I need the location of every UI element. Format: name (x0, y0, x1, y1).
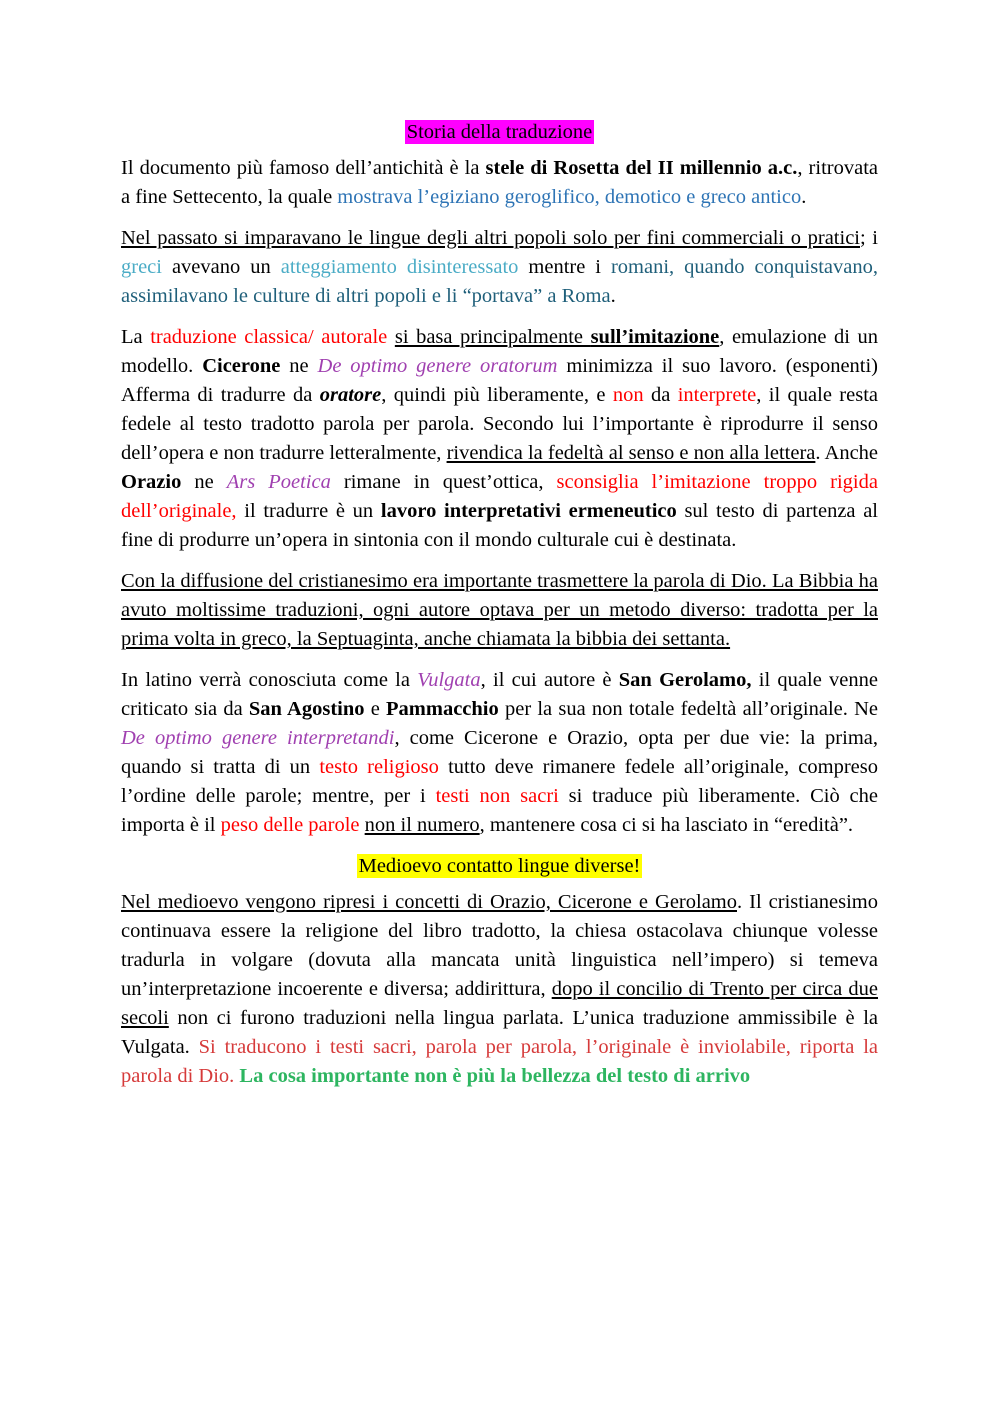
text-run: rimane in quest’ottica, (330, 471, 557, 493)
text-run: ; i (860, 227, 878, 249)
underlined-text: rivendica la fedeltà al senso e non alla lettera (446, 442, 816, 464)
text-run: non ci furono traduzioni nella lingua parlata. L’unica traduzione ammissibile è la Vulgata. (121, 1007, 878, 1058)
colored-text: greci (121, 256, 162, 278)
bold-text: lavoro interpretativi ermeneutico (380, 500, 677, 522)
bold-colored-text: La cosa importante non è più la bellezza del testo di arrivo (239, 1065, 751, 1087)
bold-text: Cicerone (202, 355, 281, 377)
paragraph-vulgata (121, 666, 878, 840)
paragraph-past (121, 224, 878, 311)
underlined-text: si basa principalmente (394, 326, 591, 348)
text-run: , quindi più liberamente, e (381, 384, 613, 406)
text-run: si traduce più liberamente. Ciò che importa è il (121, 785, 878, 836)
text-run: , mantenere cosa ci si ha lasciato in “eredità”. (479, 814, 854, 836)
text-run: minimizza il suo lavoro. (esponenti) Afferma di tradurre da (121, 355, 879, 406)
document-title (121, 118, 878, 147)
section-subtitle (121, 852, 878, 881)
text-run: sul testo di partenza al fine di produrre un’opera in sintonia con il mondo culturale cui è destinata. (121, 500, 878, 551)
underlined-text: Nel medioevo vengono ripresi i concetti di Orazio, Cicerone e Gerolamo (121, 891, 737, 913)
bold-text: San Gerolamo, (618, 669, 752, 691)
colored-text: peso delle parole (220, 814, 360, 836)
text-run: In latino verrà conosciuta come la (121, 669, 418, 691)
text-run: , come Cicerone e Orazio, opta per due vie: la prima, quando si tratta di un (121, 727, 878, 778)
text-run: il tradurre è un (236, 500, 381, 522)
paragraph-rosetta (121, 154, 878, 212)
text-run: , emulazione di un modello. (121, 326, 878, 377)
text-run: La (121, 326, 151, 348)
colored-text: sconsiglia l’imitazione troppo rigida dell’originale, (121, 471, 878, 522)
bold-text: stele di Rosetta del II millennio a.c. (485, 157, 798, 179)
colored-text: non (612, 384, 644, 406)
work-title: De optimo genere interpretandi (121, 727, 395, 749)
text-run: ne (280, 355, 318, 377)
text-run: ne (181, 471, 227, 493)
text-run: , il quale resta fedele al testo tradotto parola per parola. Secondo lui l’importante è riprodurre il senso dell’opera e non tradurre letteralmente, (121, 384, 878, 464)
subtitle-text: Medioevo contatto lingue diverse! (358, 855, 641, 877)
bold-underlined-text: sull’imitazione (590, 326, 720, 348)
document-page (121, 118, 878, 1103)
text-run: . (801, 186, 807, 208)
work-title: Vulgata (417, 669, 481, 691)
text-run: per la sua non totale fedeltà all’originale. Ne (498, 698, 878, 720)
colored-text: testi non sacri (435, 785, 559, 807)
text-run: . Il cristianesimo continuava essere la religione del libro tradotto, la chiesa ostacolava chiunque volesse tradurla in volgare (dovuta alla mancata unità linguistica nell’impero) si temeva un’interpretazione incoerente e diversa; addirittura, (121, 891, 878, 1000)
text-run: da (643, 384, 678, 406)
text-run: tutto deve rimanere fedele all’originale, compreso l’ordine delle parole; mentre, per i (121, 756, 878, 807)
text-run (387, 326, 395, 348)
colored-text: romani, quando conquistavano, assimilavano le culture di altri popoli e li “portava” a Roma (121, 256, 879, 307)
text-run: , ritrovata a fine Settecento, la quale (121, 157, 878, 208)
text-run: . Anche (815, 442, 879, 464)
text-run: e (364, 698, 387, 720)
paragraph-classical-translation (121, 323, 878, 555)
colored-text: Si traducono i testi sacri, parola per parola, l’originale è inviolabile, riporta la parola di Dio. (121, 1036, 878, 1087)
underlined-text: dopo il concilio di Trento per circa due secoli (121, 978, 878, 1029)
text-run: . (610, 285, 616, 307)
work-title: Ars Poetica (226, 471, 331, 493)
colored-text: interprete (677, 384, 757, 406)
text-run: avevano un (161, 256, 281, 278)
colored-text: atteggiamento disinteressato (280, 256, 519, 278)
work-title: De optimo genere oratorum (317, 355, 558, 377)
text-run: mentre i (518, 256, 611, 278)
text-run: il quale venne criticato sia da (121, 669, 879, 720)
bold-text: Pammacchio (386, 698, 499, 720)
colored-text: traduzione classica/ autorale (150, 326, 388, 348)
paragraph-christianity (121, 567, 878, 654)
underlined-text: Nel passato si imparavano le lingue degli altri popoli solo per fini commerciali o pratici (121, 227, 860, 249)
colored-text: testo religioso (319, 756, 439, 778)
underlined-text: Con la diffusione del cristianesimo era importante trasmettere la parola di Dio. La Bibbia ha avuto moltissime traduzioni, ogni autore optava per un metodo diverso: tradotta per la prima volta in greco, la Septuaginta, anche chiamata la bibbia dei settanta. (121, 570, 878, 650)
bold-text: Orazio (121, 471, 182, 493)
bold-text: San Agostino (248, 698, 365, 720)
paragraph-medieval (121, 888, 878, 1091)
colored-text: mostrava l’egiziano geroglifico, demotico e greco antico (337, 186, 802, 208)
text-run: , il cui autore è (480, 669, 619, 691)
bold-italic-text: oratore (319, 384, 382, 406)
text-run: Il documento più famoso dell’antichità è la (121, 157, 486, 179)
underlined-text: non il numero (364, 814, 480, 836)
title-text: Storia della traduzione (406, 121, 593, 143)
